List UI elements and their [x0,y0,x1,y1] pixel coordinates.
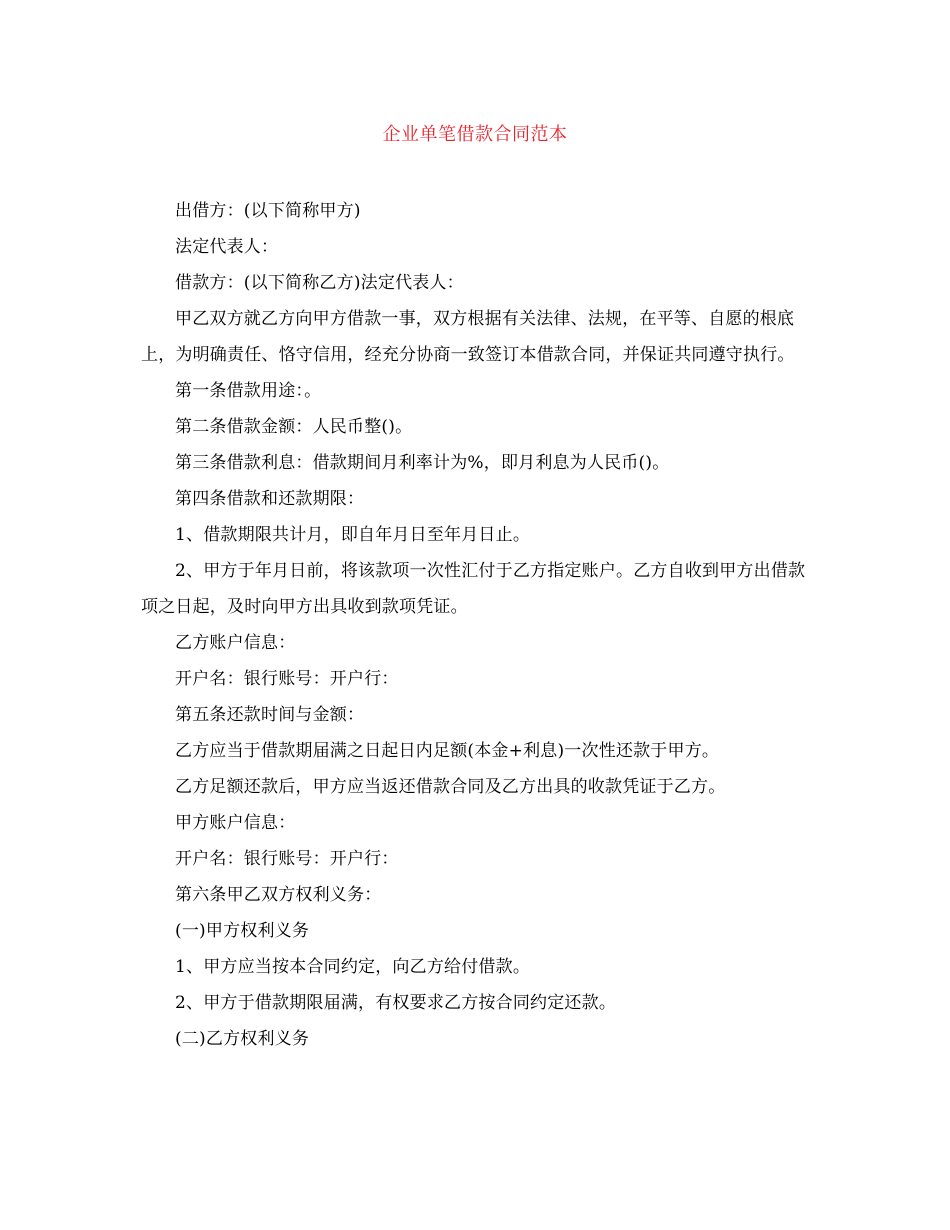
paragraph-lender-account-heading: 甲方账户信息： [175,813,296,833]
paragraph-lender-rights-heading: (一)甲方权利义务 [175,921,310,941]
paragraph-article-4-item-1: 1、借款期限共计月，即自年月日至年月日止。 [175,525,531,545]
paragraph-borrower: 借款方：(以下简称乙方)法定代表人： [175,273,464,293]
document-body [141,193,811,1057]
paragraph-legal-rep: 法定代表人： [175,237,279,257]
paragraph-article-1: 第一条借款用途：。 [175,381,322,401]
paragraph-borrower-rights-heading: (二)乙方权利义务 [175,1029,310,1049]
document-title: 企业单笔借款合同范本 [382,124,568,145]
paragraph-article-2: 第二条借款金额：人民币整()。 [175,417,413,437]
paragraph-lender: 出借方：(以下简称甲方) [175,201,361,221]
paragraph-lender-account-fields: 开户名：银行账号：开户行： [175,849,399,869]
paragraph-article-6: 第六条甲乙双方权利义务： [175,885,382,905]
paragraph-article-5: 第五条还款时间与金额： [175,705,365,725]
paragraph-article-5-repayment: 乙方应当于借款期届满之日起日内足额(本金+利息)一次性还款于甲方。 [175,741,720,761]
paragraph-borrower-account-fields: 开户名：银行账号：开户行： [175,669,399,689]
paragraph-article-4: 第四条借款和还款期限： [175,489,365,509]
paragraph-lender-rights-item-2: 2、甲方于借款期限届满，有权要求乙方按合同约定还款。 [175,993,617,1013]
paragraph-borrower-account-heading: 乙方账户信息： [175,633,296,653]
paragraph-article-4-item-2: 2、甲方于年月日前，将该款项一次性汇付于乙方指定账户。乙方自收到甲方出借款项之日起，及时向甲方出具收到款项凭证。 [141,561,806,617]
paragraph-article-5-return: 乙方足额还款后，甲方应当返还借款合同及乙方出具的收款凭证于乙方。 [175,777,726,797]
paragraph-article-3: 第三条借款利息：借款期间月利率计为%，即月利息为人民币()。 [175,453,670,473]
paragraph-preamble: 甲乙双方就乙方向甲方借款一事，双方根据有关法律、法规，在平等、自愿的根底上，为明确责任、恪守信用，经充分协商一致签订本借款合同，并保证共同遵守执行。 [141,309,795,365]
paragraph-lender-rights-item-1: 1、甲方应当按本合同约定，向乙方给付借款。 [175,957,531,977]
